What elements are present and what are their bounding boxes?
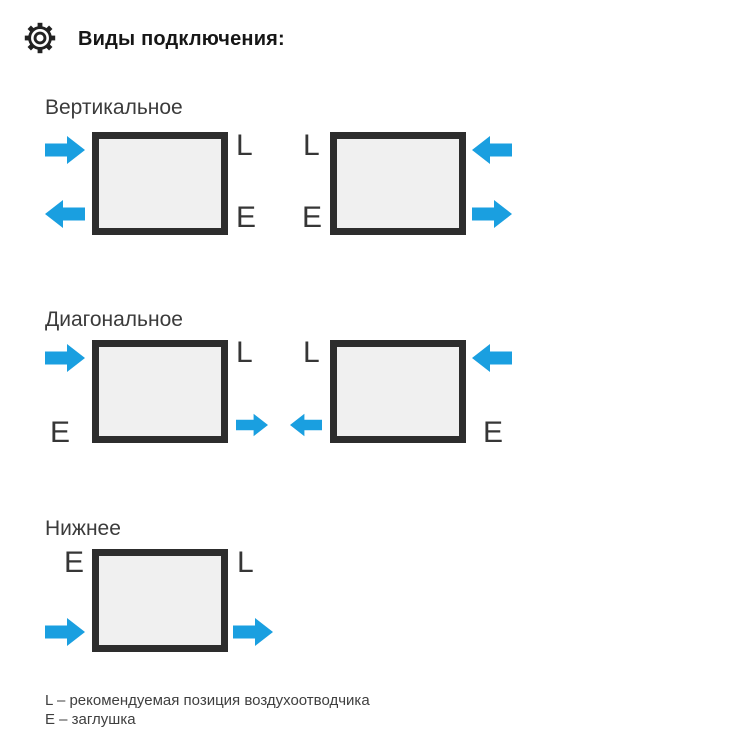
letter-L: L: [236, 129, 253, 162]
arrow-left-icon: [45, 200, 85, 228]
letter-E: E: [302, 201, 323, 234]
letter-E: E: [64, 546, 85, 579]
page-title: Виды подключения:: [78, 28, 285, 50]
radiator-rect: [330, 132, 466, 235]
arrow-right-icon: [45, 136, 85, 164]
section-label: Диагональное: [45, 308, 183, 331]
radiator-rect: [92, 132, 228, 235]
arrow-left-icon: [472, 136, 512, 164]
radiator-rect: [330, 340, 466, 443]
arrow-right-icon: [472, 200, 512, 228]
legend-line-L: L – рекомендуемая позиция воздухоотводчика: [45, 692, 370, 709]
legend: [45, 692, 370, 729]
letter-E: E: [483, 416, 504, 449]
arrow-left-icon: [472, 344, 512, 372]
radiator-rect: [92, 549, 228, 652]
letter-L: L: [237, 546, 254, 579]
arrow-right-icon: [45, 344, 85, 372]
section-label: Нижнее: [45, 517, 121, 540]
arrow-left-icon: [290, 411, 322, 439]
radiator-rect: [92, 340, 228, 443]
legend-line-E: E – заглушка: [45, 710, 136, 728]
section-label: Вертикальное: [45, 96, 183, 119]
arrow-right-icon: [45, 618, 85, 646]
letter-L: L: [303, 129, 320, 162]
letter-L: L: [303, 336, 320, 369]
arrow-right-icon: [233, 618, 273, 646]
letter-L: L: [236, 336, 253, 369]
gear-icon: [24, 22, 56, 54]
letter-E: E: [50, 416, 71, 449]
letter-E: E: [236, 201, 257, 234]
arrow-right-icon: [236, 411, 268, 439]
